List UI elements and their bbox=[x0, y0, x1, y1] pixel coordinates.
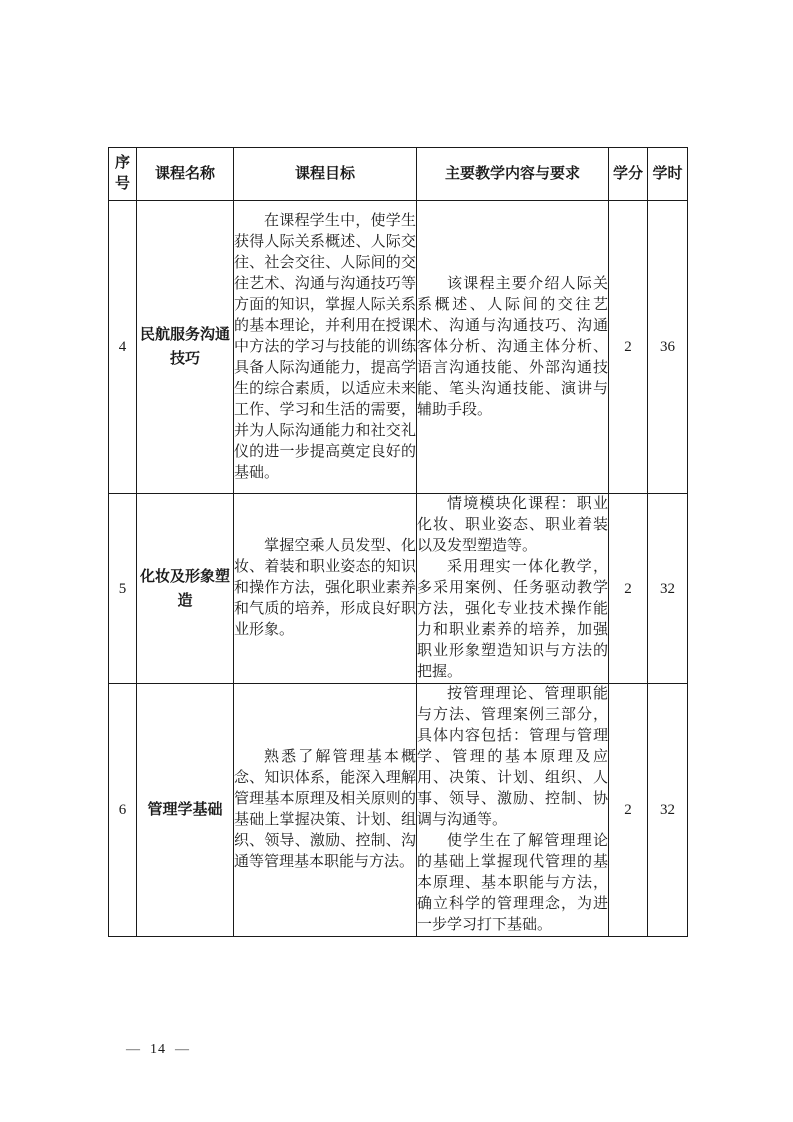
course-objective-cell bbox=[234, 494, 417, 684]
table-row bbox=[109, 201, 688, 494]
table-row bbox=[109, 494, 688, 684]
hours-value: 36 bbox=[648, 201, 688, 494]
content-paragraph: 该课程主要介绍人际关系概述、人际间的交往艺术、沟通与沟通技巧、沟通客体分析、沟通主体分析、语言沟通技能、外部沟通技能、笔头沟通技能、演讲与辅助手段。 bbox=[417, 275, 608, 418]
header-course-name: 课程名称 bbox=[137, 148, 234, 201]
objective-paragraph: 熟悉了解管理基本概念、知识体系，能深入理解管理基本原理及相关原则的基础上掌握决策、计划、组织、领导、激励、控制、沟通等管理基本职能与方法。 bbox=[234, 749, 416, 870]
header-credit: 学分 bbox=[609, 148, 648, 201]
teaching-content-cell bbox=[417, 201, 609, 494]
table-row bbox=[109, 684, 688, 937]
course-name: 民航服务沟通技巧 bbox=[137, 201, 234, 494]
page-number: 14 bbox=[150, 1042, 166, 1057]
row-number: 6 bbox=[109, 684, 137, 937]
course-name: 管理学基础 bbox=[137, 684, 234, 937]
hours-value: 32 bbox=[648, 494, 688, 684]
content-paragraph: 采用理实一体化教学，多采用案例、任务驱动教学方法，强化专业技术操作能力和职业素养的培养，加强职业形象塑造知识与方法的把握。 bbox=[417, 559, 608, 680]
row-number: 4 bbox=[109, 201, 137, 494]
credit-value: 2 bbox=[609, 684, 648, 937]
header-teaching-content: 主要教学内容与要求 bbox=[417, 148, 609, 201]
objective-paragraph: 掌握空乘人员发型、化妆、着装和职业姿态的知识和操作方法，强化职业素养和气质的培养，形成良好职业形象。 bbox=[234, 538, 416, 638]
course-name: 化妆及形象塑造 bbox=[137, 494, 234, 684]
footer-left-dash: — bbox=[126, 1042, 141, 1057]
header-number: 序号 bbox=[109, 148, 137, 201]
content-paragraph: 按管理理论、管理职能与方法、管理案例三部分，具体内容包括：管理与管理学、管理的基本原理及应用、决策、计划、组织、人事、领导、激励、控制、协调与沟通等。 bbox=[417, 686, 608, 828]
course-objective-cell bbox=[234, 201, 417, 494]
content-paragraph: 使学生在了解管理理论的基础上掌握现代管理的基本原理、基本职能与方法，确立科学的管理理念，为进一步学习打下基础。 bbox=[417, 833, 608, 933]
course-curriculum-table bbox=[108, 147, 688, 937]
page-footer bbox=[126, 1042, 190, 1058]
objective-paragraph: 在课程学生中，使学生获得人际关系概述、人际交往、社会交往、人际间的交往艺术、沟通与沟通技巧等方面的知识，掌握人际关系的基本理论，并利用在授课中方法的学习与技能的训练具备人际沟通能力，提高学生的综合素质，以适应未来工作、学习和生活的需要，并为人际沟通能力和社交礼仪的进一步提高奠定良好的基础。 bbox=[234, 212, 416, 481]
header-hours: 学时 bbox=[648, 148, 688, 201]
teaching-content-cell bbox=[417, 494, 609, 684]
content-paragraph: 情境模块化课程：职业化妆、职业姿态、职业着装以及发型塑造等。 bbox=[417, 496, 608, 554]
course-objective-cell bbox=[234, 684, 417, 937]
header-course-objective: 课程目标 bbox=[234, 148, 417, 201]
credit-value: 2 bbox=[609, 201, 648, 494]
credit-value: 2 bbox=[609, 494, 648, 684]
row-number: 5 bbox=[109, 494, 137, 684]
teaching-content-cell bbox=[417, 684, 609, 937]
footer-right-dash: — bbox=[175, 1042, 190, 1057]
table-header-row bbox=[109, 148, 688, 201]
hours-value: 32 bbox=[648, 684, 688, 937]
